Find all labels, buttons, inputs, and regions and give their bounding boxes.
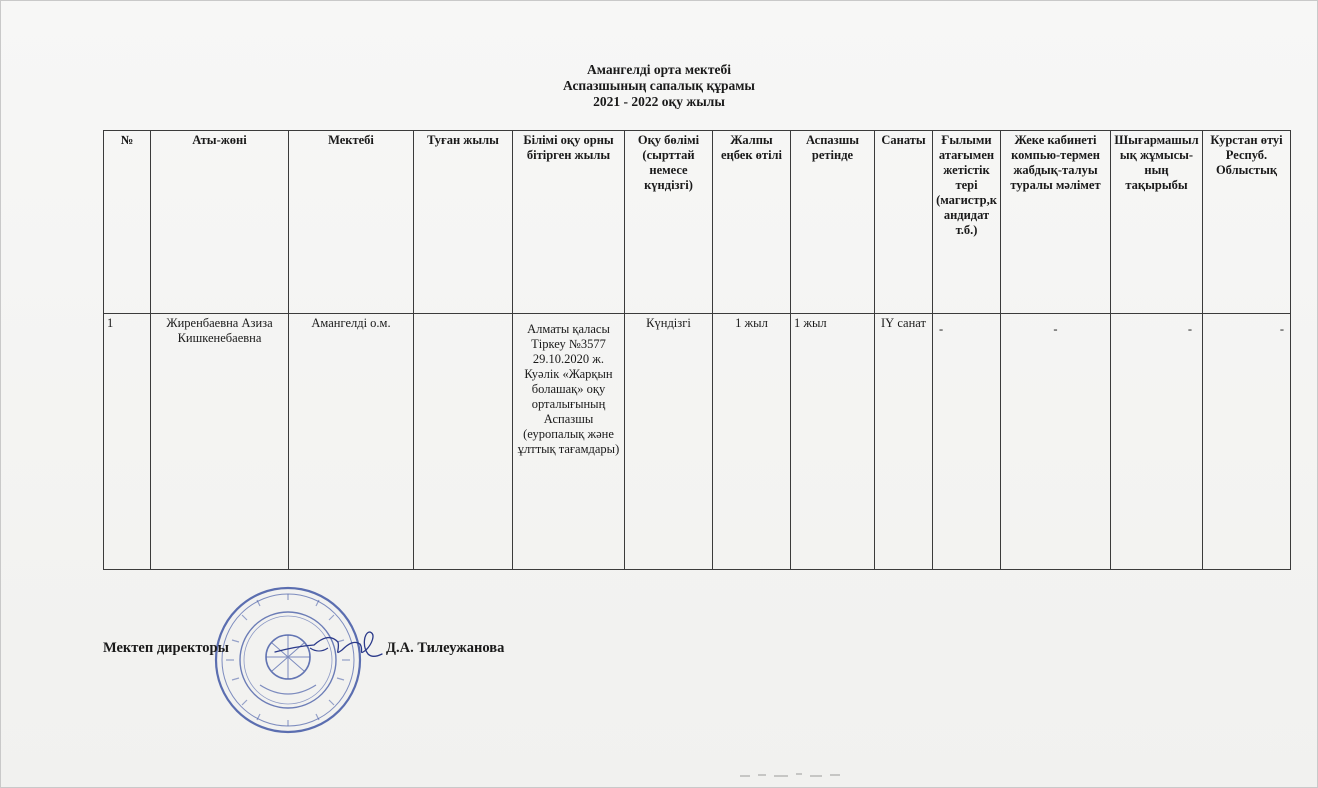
header-name: Аты-жөні [151, 131, 289, 314]
header-school: Мектебі [289, 131, 414, 314]
header-education: Білімі оқу орны бітірген жылы [513, 131, 625, 314]
header-birth-year: Туған жылы [414, 131, 513, 314]
school-name: Амангелді орта мектебі [587, 62, 731, 77]
cell-num: 1 [104, 314, 151, 570]
header-computer-office: Жеке кабинеті компью-термен жабдық-талуы туралы мәлімет [1001, 131, 1111, 314]
header-as-cook: Аспазшы ретінде [791, 131, 875, 314]
header-academic-degree: Ғылыми атағымен жетістік тері (магистр,кандидат т.б.) [933, 131, 1001, 314]
academic-year: 2021 - 2022 оқу жылы [593, 94, 725, 109]
document-title [0, 62, 1318, 110]
cell-as-cook: 1 жыл [791, 314, 875, 570]
header-study-form: Оқу бөлімі (сырттай немесе күндізгі) [625, 131, 713, 314]
cell-category: ІҮ санат [875, 314, 933, 570]
report-subject: Аспазшының сапалық құрамы [563, 78, 755, 93]
cell-education: Алматы қаласы Тіркеу №3577 29.10.2020 ж. Куәлік «Жарқын болашақ» оқу орталығының Аспазшы (еуропалық және ұлттық тағамдары) [513, 314, 625, 570]
cell-publications: - [1111, 314, 1203, 570]
cell-total-service: 1 жыл [713, 314, 791, 570]
header-total-service: Жалпы еңбек өтілі [713, 131, 791, 314]
director-name: Д.А. Тилеужанова [386, 640, 505, 656]
table-header-row [104, 131, 1291, 314]
header-courses: Курстан өтуі Респуб. Облыстық [1203, 131, 1291, 314]
cell-name: Жиренбаевна Азиза Кишкенебаевна [151, 314, 289, 570]
header-category: Санаты [875, 131, 933, 314]
cell-academic-degree: - [933, 314, 1001, 570]
cell-school: Амангелді о.м. [289, 314, 414, 570]
cell-courses: - [1203, 314, 1291, 570]
scan-artifact-marks [740, 772, 850, 778]
staff-table [103, 130, 1291, 570]
table-row [104, 314, 1291, 570]
director-label: Мектеп директоры [103, 640, 229, 656]
cell-computer-office: - [1001, 314, 1111, 570]
cell-birth-year [414, 314, 513, 570]
cell-study-form: Күндізгі [625, 314, 713, 570]
header-publications: Шығармашылық жұмысы-ның тақырыбы [1111, 131, 1203, 314]
director-signature [270, 628, 385, 668]
header-num: № [104, 131, 151, 314]
